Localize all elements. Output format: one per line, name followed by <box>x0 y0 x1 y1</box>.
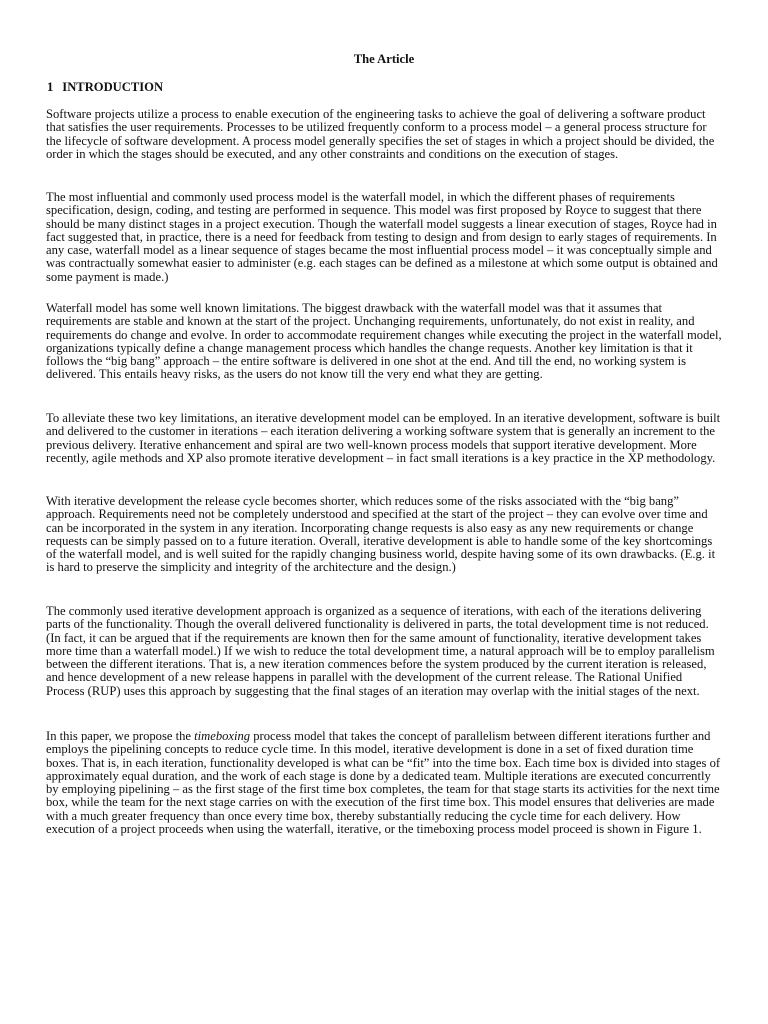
paragraph-1: Software projects utilize a process to enable execution of the engineering tasks to achieve the goal of delivering a software product that satisfies the user requirements. Processes to be utilized frequently conform to a process model – a general process structure for the lifecycle of software development. A process model generally specifies the set of stages in which a project should be divided, the order in which the stages should be executed, and any other constraints and conditions on the execution of stages. <box>46 107 715 161</box>
paragraph-7 <box>46 730 722 836</box>
paragraph-7-body: process model that takes the concept of parallelism between different iterations further and employs the pipelining concepts to reduce cycle time. In this model, iterative development is done in a set of fixed duration time boxes. That is, in each iteration, functionality developed is what can be “fit” into the time box. Each time box is divided into stages of approximately equal duration, and the work of each stage is done by a dedicated team. Multiple iterations are executed concurrently by employing pipelining – as the first stage of the first time box completes, the team for that stage starts its activities for the next time box, while the team for the next stage carries on with the execution of the first time box. This model ensures that deliveries are made with a much greater frequency than once every time box, thereby substantially reducing the cycle time for each delivery. How execution of a project proceeds when using the waterfall, iterative, or the timeboxing process model proceed is shown in Figure 1. <box>46 729 721 837</box>
section-heading <box>47 80 163 95</box>
page-title: The Article <box>353 52 415 66</box>
section-number: 1 <box>47 80 54 94</box>
paragraph-3: Waterfall model has some well known limitations. The biggest drawback with the waterfall model was that it assumes that requirements are stable and known at the start of the project. Unchanging requirements, unfortunately, do not exist in reality, and requirements do change and evolve. In order to accommodate requirement changes while executing the project in the waterfall model, organizations typically define a change management process which handles the change requests. Another key limitation is that it follows the “big bang” approach – the entire software is delivered in one shot at the end. And till the end, no working system is delivered. This entails heavy risks, as the users do not know till the very end what they are getting. <box>46 301 722 382</box>
paragraph-6: The commonly used iterative development approach is organized as a sequence of iterations, with each of the iterations delivering parts of the functionality. Though the overall delivered functionality is delivered in parts, the total development time is not reduced. (In fact, it can be argued that if the requirements are known then for the same amount of functionality, iterative development takes more time than a waterfall model.) If we wish to reduce the total development time, a natural approach will be to employ parallelism between the different iterations. That is, a new iteration commences before the system produced by the current iteration is released, and hence development of a new release happens in parallel with the development of the current release. The Rational Unified Process (RUP) uses this approach by suggesting that the final stages of an iteration may overlap with the initial stages of the next. <box>46 604 715 698</box>
timeboxing-term: timeboxing <box>194 729 251 743</box>
paragraph-7-intro: In this paper, we propose the <box>46 729 195 743</box>
paragraph-4: To alleviate these two key limitations, an iterative development model can be employed. In an iterative development, software is built and delivered to the customer in iterations – each iteration delivering a working software system that is generally an increment to the previous delivery. Iterative enhancement and spiral are two well-known process models that support iterative development. More recently, agile methods and XP also promote iterative development – in fact small iterations is a key practice in the XP methodology. <box>46 411 721 465</box>
paragraph-2: The most influential and commonly used process model is the waterfall model, in which the different phases of requirements specification, design, coding, and testing are performed in sequence. This model was first proposed by Royce to suggest that there should be many distinct stages in a project execution. Though the waterfall model suggests a linear execution of stages, Royce had in fact suggested that, in practice, there is a need for feedback from testing to design and from design to early stages of requirements. In any case, waterfall model as a linear sequence of stages became the most influential process model – it was conceptually simple and was contractually somewhat easier to administer (e.g. each stages can be defined as a milestone at which some output is obtained and some payment is made.) <box>46 190 718 284</box>
paragraph-5: With iterative development the release cycle becomes shorter, which reduces some of the risks associated with the “big bang” approach. Requirements need not be completely understood and specified at the start of the project – they can evolve over time and can be incorporated in the system in any iteration. Incorporating change requests is also easy as any new requirements or change requests can be simply passed on to a future iteration. Overall, iterative development is able to handle some of the key shortcomings of the waterfall model, and is well suited for the rapidly changing business world, despite having some of its own drawbacks. (E.g. it is hard to preserve the simplicity and integrity of the architecture and the design.) <box>46 494 716 575</box>
section-title: INTRODUCTION <box>62 80 164 94</box>
